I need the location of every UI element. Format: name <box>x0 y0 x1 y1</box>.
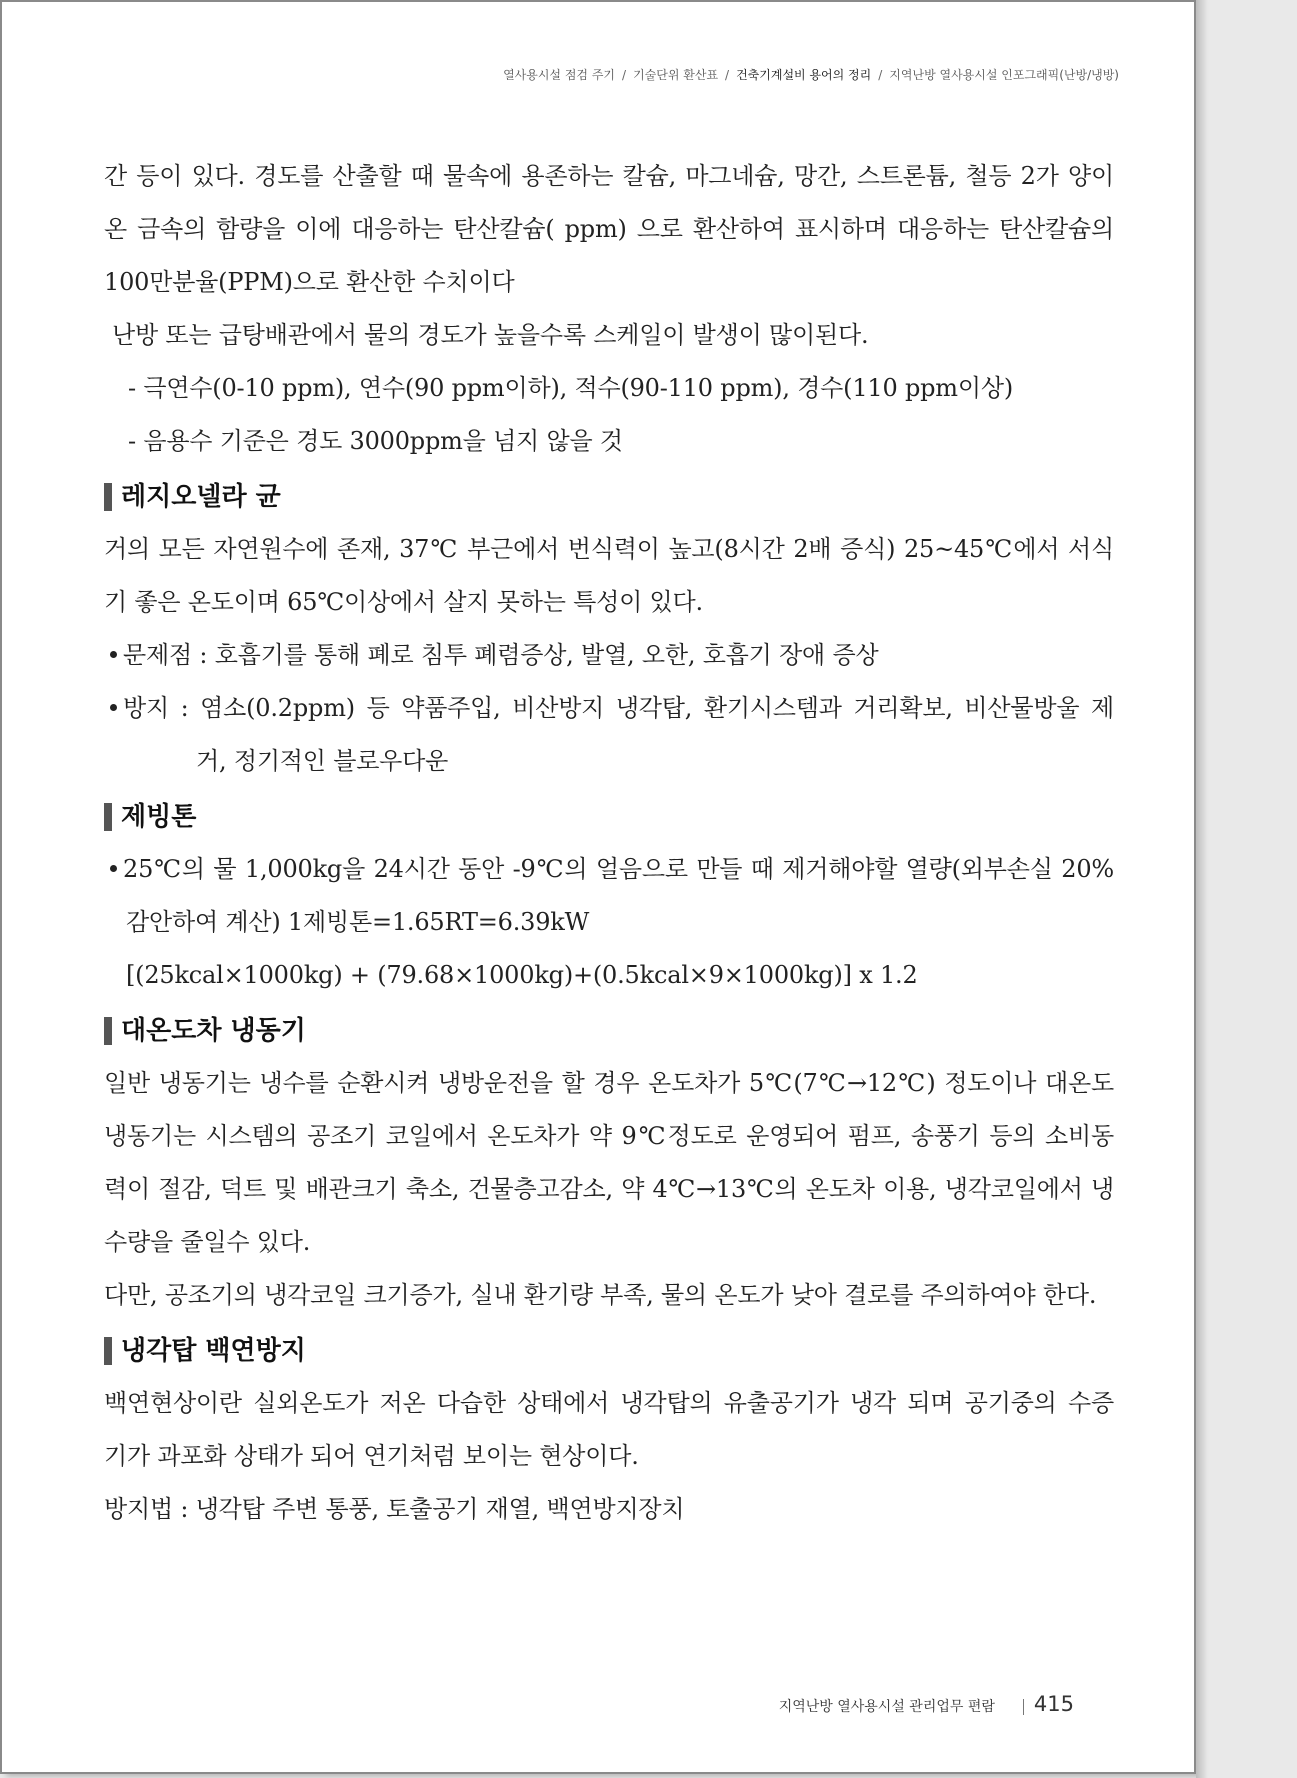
paragraph-line: 간 등이 있다. 경도를 산출할 때 물속에 용존하는 칼슘, 마그네슘, 망간, 스트론튬, 철등 2가 양이 <box>104 162 1114 190</box>
book-title: 지역난방 열사용시설 관리업무 편람 <box>778 1699 995 1715</box>
paragraph-line: 100만분율(PPM)으로 환산한 수치이다 <box>104 268 515 296</box>
bullet-text: 문제점 : 호흡기를 통해 폐로 침투 폐렴증상, 발열, 오한, 호흡기 장애 증상 <box>123 641 879 669</box>
heading-bar-icon <box>104 1017 112 1045</box>
paragraph-line: 거의 모든 자연원수에 존재, 37℃ 부근에서 번식력이 높고(8시간 2배 증식) 25~45℃에서 서식 <box>104 535 1114 563</box>
bullet-item <box>104 637 1114 673</box>
section-large-delta-chiller <box>104 1013 1114 1313</box>
section-ice-ton <box>104 799 1114 993</box>
breadcrumb-separator: / <box>878 68 883 82</box>
footer-divider <box>1023 1699 1024 1715</box>
bullet-icon <box>110 651 117 658</box>
section-water-hardness <box>104 158 1114 459</box>
bullet-text: 방지 : 염소(0.2ppm) 등 약품주입, 비산방지 냉각탑, 환기시스템과 거리확보, 비산물방울 제 <box>123 694 1114 722</box>
breadcrumb-item[interactable]: 지역난방 열사용시설 인포그래픽(난방/냉방) <box>889 68 1119 82</box>
section-heading <box>104 479 1114 515</box>
page-number: 415 <box>1033 1692 1074 1716</box>
paragraph-line: 기가 과포화 상태가 되어 연기처럼 보이는 현상이다. <box>104 1442 639 1470</box>
paragraph-line: 백연현상이란 실외온도가 저온 다습한 상태에서 냉각탑의 유출공기가 냉각 되며 공기중의 수증 <box>104 1389 1114 1417</box>
heading-bar-icon <box>104 803 112 831</box>
bullet-icon <box>110 865 117 872</box>
paragraph-line: 방지법 : 냉각탑 주변 통풍, 토출공기 재열, 백연방지장치 <box>104 1495 685 1523</box>
paragraph-line: 수량을 줄일수 있다. <box>104 1228 311 1256</box>
section-heading <box>104 1013 1114 1049</box>
section-title: 제빙톤 <box>121 802 197 832</box>
paragraph-line: 일반 냉동기는 냉수를 순환시켜 냉방운전을 할 경우 온도차가 5℃(7℃→12℃) 정도이나 대온도 <box>104 1069 1114 1097</box>
paragraph-line: 온 금속의 함량을 이에 대응하는 탄산칼슘( ppm) 으로 환산하여 표시하며 대응하는 탄산칼슘의 <box>104 215 1114 243</box>
bullet-icon <box>110 704 117 711</box>
breadcrumb-item[interactable]: 열사용시설 점검 주기 <box>503 68 616 82</box>
section-title: 대온도차 냉동기 <box>121 1016 306 1046</box>
bullet-text: 25℃의 물 1,000kg을 24시간 동안 -9℃의 얼음으로 만들 때 제거해야할 열량(외부손실 20% <box>123 855 1114 883</box>
breadcrumb-separator: / <box>622 68 627 82</box>
section-cooling-tower-plume <box>104 1333 1114 1527</box>
list-item: - 극연수(0-10 ppm), 연수(90 ppm이하), 적수(90-110 ppm), 경수(110 ppm이상) <box>128 374 1013 402</box>
breadcrumb <box>503 66 1119 83</box>
section-title: 레지오넬라 균 <box>121 482 281 512</box>
paragraph-line: 냉동기는 시스템의 공조기 코일에서 온도차가 약 9℃정도로 운영되어 펌프, 송풍기 등의 소비동 <box>104 1122 1114 1150</box>
formula-line: [(25kcal×1000kg) + (79.68×1000kg)+(0.5kcal×9×1000kg)] x 1.2 <box>126 961 918 989</box>
paragraph-line: 감안하여 계산) 1제빙톤=1.65RT=6.39kW <box>126 908 590 936</box>
paragraph-line: 난방 또는 급탕배관에서 물의 경도가 높을수록 스케일이 발생이 많이된다. <box>112 321 869 349</box>
paragraph-line: 력이 절감, 덕트 및 배관크기 축소, 건물층고감소, 약 4℃→13℃의 온도차 이용, 냉각코일에서 냉 <box>104 1175 1114 1203</box>
bullet-continuation: 거, 정기적인 블로우다운 <box>196 747 449 775</box>
paragraph-line: 기 좋은 온도이며 65℃이상에서 살지 못하는 특성이 있다. <box>104 588 703 616</box>
page-content <box>104 158 1114 1544</box>
breadcrumb-item-active[interactable]: 건축기계설비 용어의 정리 <box>736 68 872 82</box>
heading-bar-icon <box>104 1337 112 1365</box>
bullet-item <box>104 690 1114 726</box>
page-footer <box>779 1692 1074 1716</box>
heading-bar-icon <box>104 483 112 511</box>
section-title: 냉각탑 백연방지 <box>121 1336 306 1366</box>
section-heading <box>104 1333 1114 1369</box>
breadcrumb-separator: / <box>725 68 730 82</box>
section-legionella <box>104 479 1114 779</box>
list-item: - 음용수 기준은 경도 3000ppm을 넘지 않을 것 <box>128 427 623 455</box>
page-edge-shadow <box>1196 0 1208 1778</box>
bullet-item <box>104 851 1114 887</box>
breadcrumb-item[interactable]: 기술단위 환산표 <box>633 68 719 82</box>
section-heading <box>104 799 1114 835</box>
paragraph-line: 다만, 공조기의 냉각코일 크기증가, 실내 환기량 부족, 물의 온도가 낮아 결로를 주의하여야 한다. <box>104 1281 1097 1309</box>
